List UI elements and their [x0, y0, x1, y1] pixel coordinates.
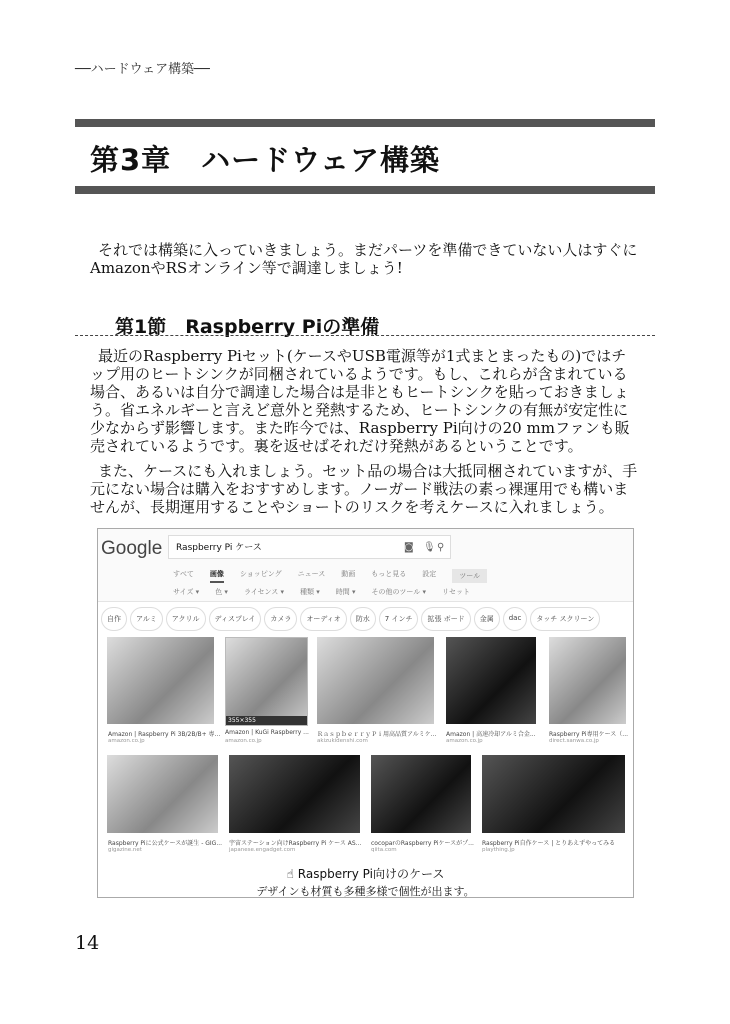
- size-badge: 355×355: [226, 716, 307, 725]
- result-source: plaything.jp: [482, 847, 515, 853]
- figure-subcaption: デザインも材質も多種多様で個性が出ます。: [256, 885, 475, 898]
- result-image[interactable]: [371, 755, 471, 833]
- body-paragraph-1: 最近のRaspberry Piセット(ケースやUSB電源等が1式まとまったもの)ではチップ用のヒートシンクが同梱されているようです。もし、これらが含まれている場合、あるいは自分で調達した場合は是非ともヒートシンクを貼っておきましょう。省エネルギーと言えど意外と発熱するため、ヒートシンクの有無が安定性に少なからず影響します。また昨今では、Raspberry Pi向けの20 mmファンも販売されているようです。裏を返せばそれだけ発熱があるということです。: [90, 347, 630, 455]
- chip[interactable]: dac: [503, 607, 528, 631]
- result-title[interactable]: Amazon | 高速冷却アルミ合金...: [446, 731, 536, 738]
- result-image[interactable]: [107, 755, 218, 833]
- result-title[interactable]: 宇宙ステーション向けRaspberry Pi ケース AS...: [229, 840, 362, 847]
- camera-icon[interactable]: ◙: [404, 542, 414, 553]
- chip[interactable]: 拡張 ボード: [421, 607, 470, 631]
- chip[interactable]: 防水: [350, 607, 376, 631]
- chip[interactable]: 7 インチ: [379, 607, 419, 631]
- running-header: ──ハードウェア構築──: [75, 62, 210, 77]
- section-divider: [75, 335, 655, 336]
- search-icon[interactable]: ⚲: [437, 542, 445, 553]
- chip[interactable]: オーディオ: [300, 607, 346, 631]
- result-image[interactable]: [482, 755, 625, 833]
- chip[interactable]: タッチ スクリーン: [530, 607, 600, 631]
- filter-more-tools[interactable]: その他のツール ▾: [371, 588, 427, 596]
- tab-images[interactable]: 画像: [210, 569, 224, 583]
- result-source: gigazine.net: [108, 847, 142, 853]
- google-logo: Google: [101, 538, 163, 559]
- intro-paragraph: それでは構築に入っていきましょう。まだパーツを準備できていない人はすぐにAmazonやRSオンライン等で調達しましょう!: [90, 241, 638, 277]
- result-source: direct.sanwa.co.jp: [549, 738, 599, 744]
- filter-time[interactable]: 時間 ▾: [335, 588, 356, 596]
- result-source: amazon.co.jp: [225, 738, 262, 744]
- result-source: japanese.engadget.com: [229, 847, 296, 853]
- pointing-hand-icon: ☝: [286, 867, 294, 881]
- chapter-title: 第3章 ハードウェア構築: [90, 143, 441, 177]
- search-screenshot: [97, 528, 634, 898]
- result-title[interactable]: ＲａｓｐｂｅｒｒｙＰｉ用高品質アルミケ...: [317, 731, 437, 738]
- search-input[interactable]: [168, 535, 451, 559]
- microphone-icon[interactable]: 🎙: [423, 542, 436, 553]
- tab-shopping[interactable]: ショッピング: [239, 570, 282, 578]
- body-paragraph-2: また、ケースにも入れましょう。セット品の場合は大抵同梱されていますが、手元にない場合は購入をおすすめします。ノーガード戦法の素っ裸運用でも構いませんが、長期運用することやショートのリスクを考えケースに入れましょう。: [90, 462, 638, 516]
- tab-news[interactable]: ニュース: [297, 570, 326, 578]
- chip[interactable]: カメラ: [264, 607, 297, 631]
- result-title[interactable]: Raspberry Pi自作ケース | とりあえずやってみる: [482, 840, 616, 847]
- search-header: [98, 529, 633, 602]
- result-source: amazon.co.jp: [446, 738, 483, 744]
- page-number: 14: [75, 932, 100, 954]
- filter-license[interactable]: ライセンス ▾: [243, 588, 285, 596]
- filter-size[interactable]: サイズ ▾: [173, 588, 200, 596]
- result-image[interactable]: [107, 637, 214, 724]
- suggestion-chips: [101, 607, 600, 631]
- result-title[interactable]: Amazon | Raspberry Pi 3B/2B/B+ 専...: [108, 731, 221, 738]
- tab-more[interactable]: もっと見る: [371, 570, 407, 578]
- chip[interactable]: アクリル: [166, 607, 206, 631]
- tools-button[interactable]: ツール: [452, 569, 487, 583]
- result-title[interactable]: Amazon | KuGi Raspberry ...: [225, 729, 309, 736]
- figure-caption-text: Raspberry Pi向けのケース: [297, 867, 445, 881]
- result-source: akizukidenshi.com: [317, 738, 368, 744]
- chip[interactable]: 自作: [101, 607, 127, 631]
- result-title[interactable]: Raspberry Pi専用ケース（...: [549, 731, 629, 738]
- result-image[interactable]: [225, 637, 308, 726]
- filter-reset[interactable]: リセット: [442, 588, 470, 596]
- result-image[interactable]: [317, 637, 434, 724]
- chip[interactable]: ディスプレイ: [209, 607, 262, 631]
- chip[interactable]: 金属: [474, 607, 500, 631]
- figure-caption: [98, 865, 633, 882]
- result-image[interactable]: [229, 755, 360, 833]
- filter-color[interactable]: 色 ▾: [215, 588, 228, 596]
- tab-all[interactable]: すべて: [173, 570, 194, 578]
- chip[interactable]: アルミ: [130, 607, 163, 631]
- result-source: qiita.com: [371, 847, 397, 853]
- result-image[interactable]: [446, 637, 536, 724]
- result-source: amazon.co.jp: [108, 738, 145, 744]
- chapter-bar-top: [75, 119, 655, 127]
- filter-row: [173, 587, 470, 597]
- section-title: 第1節 Raspberry Piの準備: [115, 316, 380, 338]
- result-title[interactable]: Raspberry Piに公式ケースが誕生 - GIG...: [108, 840, 223, 847]
- result-image[interactable]: [549, 637, 626, 724]
- tab-videos[interactable]: 動画: [341, 570, 356, 578]
- tab-settings[interactable]: 設定: [422, 570, 437, 578]
- search-tabs: [173, 569, 487, 583]
- chapter-bar-bottom: [75, 186, 655, 194]
- filter-type[interactable]: 種類 ▾: [300, 588, 320, 596]
- search-query: Raspberry Pi ケース: [176, 543, 262, 553]
- result-title[interactable]: cocoparのRaspberry Piケースがプ...: [371, 840, 474, 847]
